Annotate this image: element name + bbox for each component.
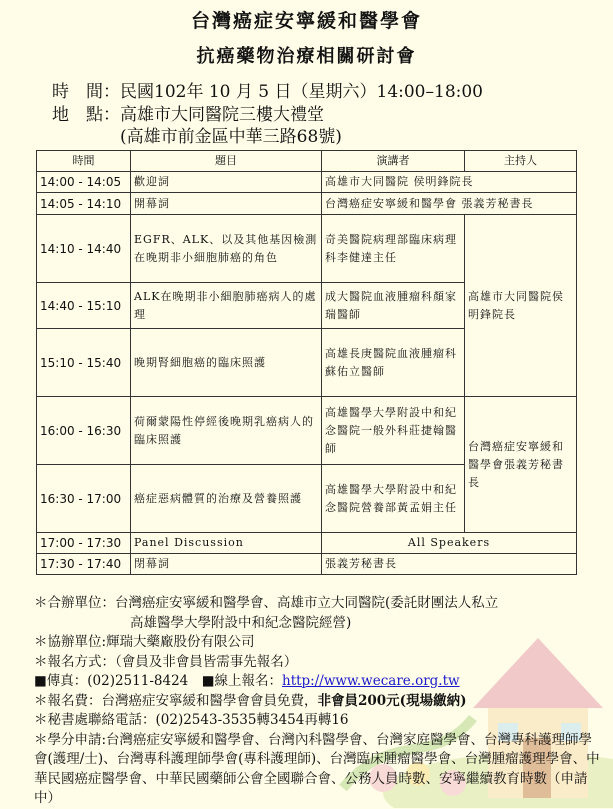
session-speaker: 高雄長庚醫院血液腫瘤科蘇佑立醫師: [322, 329, 465, 397]
session-time: 17:30 - 17:40: [37, 554, 131, 575]
session-time: 15:10 - 15:40: [37, 329, 131, 397]
session-speaker: 奇美醫院病理部臨床病理科李健達主任: [322, 215, 465, 283]
column-header-topic: 題目: [131, 151, 322, 172]
session-host: 高雄市大同醫院侯明鋒院長: [465, 215, 577, 397]
session-topic: 開幕詞: [131, 193, 322, 215]
session-speaker: 高雄醫學大學附設中和紀念醫院營養部黃孟娟主任: [322, 465, 465, 533]
fee-note: [34, 692, 604, 712]
session-topic: 晚期腎細胞癌的臨床照護: [131, 329, 322, 397]
session-time: 14:00 - 14:05: [37, 172, 131, 193]
session-topic: EGFR、ALK、以及其他基因檢測在晚期非小細胞肺癌的角色: [131, 215, 322, 283]
session-topic: ALK在晚期非小細胞肺癌病人的處理: [131, 283, 322, 329]
session-time: 16:30 - 17:00: [37, 465, 131, 533]
secretary-phone-note: ＊秘書處聯絡電話：(02)2543-3535轉3454再轉16: [34, 712, 349, 728]
fax-label: ■傳真：(02)2511-8424 ■線上報名：: [34, 673, 282, 689]
fax-and-online-registration: [34, 672, 604, 692]
session-speaker: All Speakers: [322, 533, 577, 554]
session-time: 16:00 - 16:30: [37, 397, 131, 465]
session-host: 台灣癌症安寧緩和醫學會張義芳秘書長: [465, 397, 577, 533]
page-subtitle: 抗癌藥物治療相關研討會: [196, 46, 417, 67]
schedule-table: [36, 150, 577, 575]
session-topic: 歡迎詞: [131, 172, 322, 193]
session-speaker: 成大醫院血液腫瘤科顏家瑞醫師: [322, 283, 465, 329]
co-organizer-note: ＊協辦單位:輝瑞大藥廠股份有限公司: [34, 634, 255, 650]
table-header-row: [37, 151, 577, 172]
organizer-note: ＊合辦單位：台灣癌症安寧緩和醫學會、高雄市立大同醫院(委託財團法人私立: [34, 595, 499, 611]
event-notes: [34, 594, 604, 809]
session-topic: 癌症惡病體質的治療及營養照護: [131, 465, 322, 533]
registration-method-note: ＊報名方式：（會員及非會員皆需事先報名）: [34, 653, 298, 670]
page-title: 台灣癌症安寧緩和醫學會: [190, 10, 422, 32]
event-place: 地 點：高雄市大同醫院三樓大禮堂: [52, 105, 324, 125]
session-speaker: 台灣癌症安寧緩和醫學會 張義芳秘書長: [322, 193, 577, 215]
session-speaker: 高雄醫學大學附設中和紀念醫院一般外科莊捷翰醫師: [322, 397, 465, 465]
table-row: [37, 397, 577, 465]
column-header-host: 主持人: [465, 151, 577, 172]
organizer-note-continued: 高雄醫學大學附設中和紀念醫院經營): [130, 614, 352, 631]
session-time: 14:10 - 14:40: [37, 215, 131, 283]
event-time: 時 間：民國102年 10 月 5 日（星期六）14:00–18:00: [52, 82, 483, 102]
session-time: 14:40 - 15:10: [37, 283, 131, 329]
registration-link[interactable]: http://www.wecare.org.tw: [282, 673, 460, 689]
session-speaker: 張義芳秘書長: [322, 554, 577, 575]
table-row: [37, 172, 577, 193]
column-header-speaker: 演講者: [322, 151, 465, 172]
session-topic: Panel Discussion: [131, 533, 322, 554]
fee-label: ＊報名費：台灣癌症安寧緩和醫學會會員免費，: [34, 692, 318, 709]
session-topic: 閉幕詞: [131, 554, 322, 575]
session-time: 14:05 - 14:10: [37, 193, 131, 215]
session-speaker: 高雄市大同醫院 侯明鋒院長: [322, 172, 577, 193]
table-row: [37, 193, 577, 215]
table-row: [37, 533, 577, 554]
nonmember-fee: 非會員200元(現場繳納): [317, 692, 467, 709]
column-header-time: 時間: [37, 151, 131, 172]
session-time: 17:00 - 17:30: [37, 533, 131, 554]
table-row: [37, 215, 577, 283]
session-topic: 荷爾蒙陽性停經後晚期乳癌病人的臨床照護: [131, 397, 322, 465]
credits-note: ＊學分申請:台灣癌症安寧緩和醫學會、台灣內科醫學會、台灣家庭醫學會、台灣專科護理師學會(護理/士)、台灣專科護理師學會(專科護理師)、台灣臨床腫瘤醫學會、台灣腫瘤護理學會、中華民國癌症醫學會、中華民國藥師公會全國聯合會、公務人員時數、安寧繼續教育時數（申請中）: [34, 731, 600, 806]
table-row: [37, 554, 577, 575]
event-address: (高雄市前金區中華三路68號): [120, 127, 342, 147]
